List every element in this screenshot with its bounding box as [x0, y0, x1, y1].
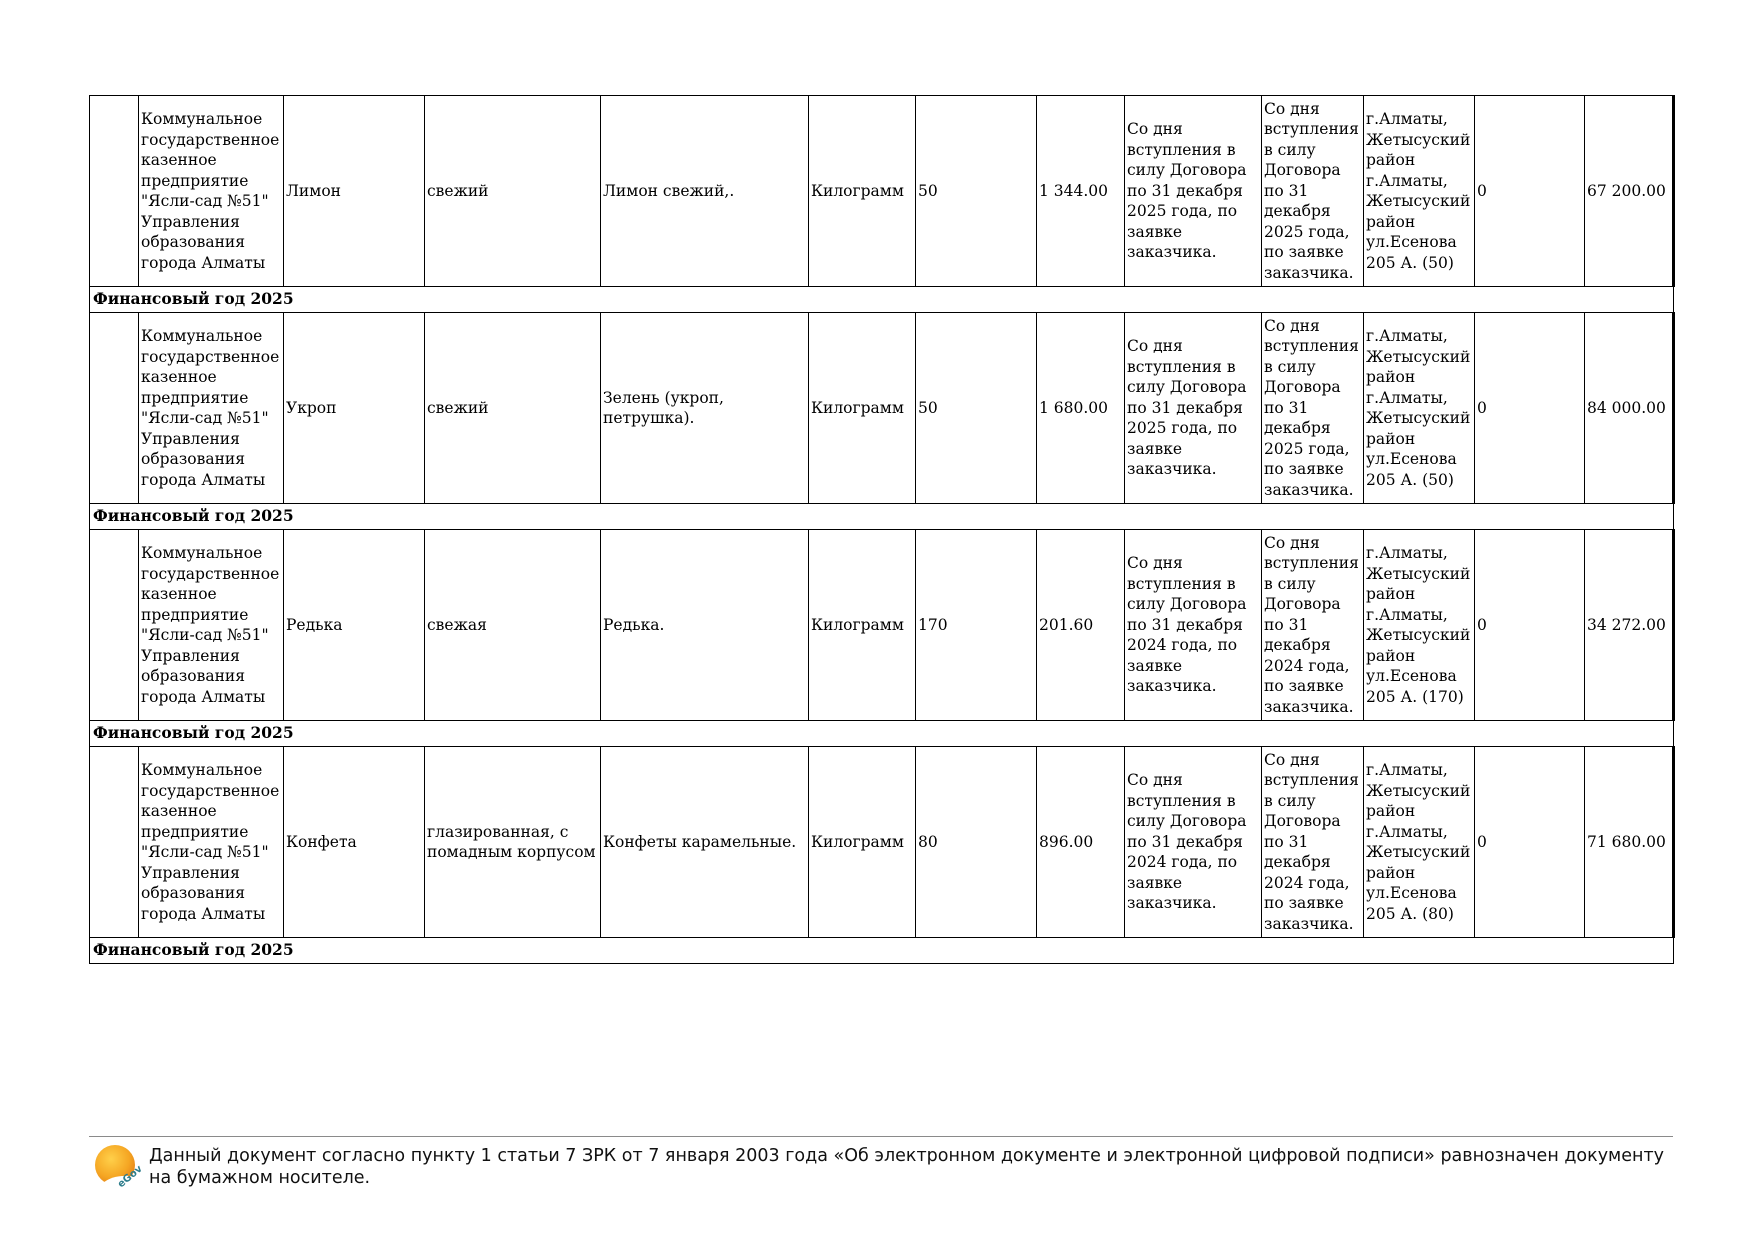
svg-text:eGov: eGov: [115, 1163, 145, 1191]
delivery-term-cell: Со дня вступления в силу Договора по 31 декабря 2025 года, по заявке заказчика.: [1125, 96, 1262, 287]
delivery-period-cell: Со дня вступления в силу Договора по 31 декабря 2025 года, по заявке заказчика.: [1262, 96, 1364, 287]
quantity-cell: 50: [916, 313, 1037, 504]
customer-cell: Коммунальное государственное казенное предприятие "Ясли-сад №51" Управления образования города Алматы: [139, 96, 284, 287]
description-cell: Лимон свежий,.: [601, 96, 809, 287]
egov-sun-logo-icon: [93, 1143, 145, 1191]
delivery-place-cell: г.Алматы, Жетысуский район г.Алматы, Жетысуский район ул.Есенова 205 А. (50): [1364, 313, 1475, 504]
fiscal-year-label: Финансовый год 2025: [90, 287, 1674, 313]
description-cell: Редька.: [601, 530, 809, 721]
delivery-period-cell: Со дня вступления в силу Договора по 31 декабря 2024 года, по заявке заказчика.: [1262, 747, 1364, 938]
unit-cell: Килограмм: [809, 530, 916, 721]
advance-cell: 0: [1475, 530, 1585, 721]
row-number-cell: [90, 313, 139, 504]
price-cell: 896.00: [1037, 747, 1125, 938]
delivery-term-cell: Со дня вступления в силу Договора по 31 декабря 2024 года, по заявке заказчика.: [1125, 747, 1262, 938]
price-cell: 1 680.00: [1037, 313, 1125, 504]
characteristic-cell: свежий: [425, 313, 601, 504]
description-cell: Конфеты карамельные.: [601, 747, 809, 938]
document-footer: [89, 1136, 1673, 1191]
quantity-cell: 170: [916, 530, 1037, 721]
total-cell: 34 272.00: [1585, 530, 1674, 721]
legal-notice-text: Данный документ согласно пункту 1 статьи 7 ЗРК от 7 января 2003 года «Об электронном документе и электронной цифровой подписи» равнозначен документу на бумажном носителе.: [149, 1146, 1665, 1188]
advance-cell: 0: [1475, 313, 1585, 504]
item-name-cell: Конфета: [284, 747, 425, 938]
quantity-cell: 50: [916, 96, 1037, 287]
customer-cell: Коммунальное государственное казенное предприятие "Ясли-сад №51" Управления образования города Алматы: [139, 530, 284, 721]
table-row: [90, 96, 1674, 287]
delivery-place-cell: г.Алматы, Жетысуский район г.Алматы, Жетысуский район ул.Есенова 205 А. (80): [1364, 747, 1475, 938]
table-row: [90, 530, 1674, 721]
description-cell: Зелень (укроп, петрушка).: [601, 313, 809, 504]
unit-cell: Килограмм: [809, 747, 916, 938]
fiscal-year-row: [90, 721, 1674, 747]
delivery-place-cell: г.Алматы, Жетысуский район г.Алматы, Жетысуский район ул.Есенова 205 А. (50): [1364, 96, 1475, 287]
delivery-term-cell: Со дня вступления в силу Договора по 31 декабря 2024 года, по заявке заказчика.: [1125, 530, 1262, 721]
total-cell: 67 200.00: [1585, 96, 1674, 287]
item-name-cell: Редька: [284, 530, 425, 721]
fiscal-year-row: [90, 287, 1674, 313]
item-name-cell: Укроп: [284, 313, 425, 504]
procurement-table: [89, 95, 1675, 964]
table-row: [90, 313, 1674, 504]
quantity-cell: 80: [916, 747, 1037, 938]
characteristic-cell: свежая: [425, 530, 601, 721]
row-number-cell: [90, 747, 139, 938]
unit-cell: Килограмм: [809, 96, 916, 287]
customer-cell: Коммунальное государственное казенное предприятие "Ясли-сад №51" Управления образования города Алматы: [139, 313, 284, 504]
row-number-cell: [90, 96, 139, 287]
total-cell: 84 000.00: [1585, 313, 1674, 504]
row-number-cell: [90, 530, 139, 721]
item-name-cell: Лимон: [284, 96, 425, 287]
customer-cell: Коммунальное государственное казенное предприятие "Ясли-сад №51" Управления образования города Алматы: [139, 747, 284, 938]
fiscal-year-row: [90, 504, 1674, 530]
fiscal-year-label: Финансовый год 2025: [90, 504, 1674, 530]
table-body: [90, 96, 1674, 964]
price-cell: 1 344.00: [1037, 96, 1125, 287]
characteristic-cell: глазированная, с помадным корпусом: [425, 747, 601, 938]
fiscal-year-row: [90, 938, 1674, 964]
delivery-period-cell: Со дня вступления в силу Договора по 31 декабря 2024 года, по заявке заказчика.: [1262, 530, 1364, 721]
advance-cell: 0: [1475, 747, 1585, 938]
delivery-period-cell: Со дня вступления в силу Договора по 31 декабря 2025 года, по заявке заказчика.: [1262, 313, 1364, 504]
unit-cell: Килограмм: [809, 313, 916, 504]
price-cell: 201.60: [1037, 530, 1125, 721]
advance-cell: 0: [1475, 96, 1585, 287]
table-row: [90, 747, 1674, 938]
characteristic-cell: свежий: [425, 96, 601, 287]
delivery-place-cell: г.Алматы, Жетысуский район г.Алматы, Жетысуский район ул.Есенова 205 А. (170): [1364, 530, 1475, 721]
fiscal-year-label: Финансовый год 2025: [90, 938, 1674, 964]
total-cell: 71 680.00: [1585, 747, 1674, 938]
delivery-term-cell: Со дня вступления в силу Договора по 31 декабря 2025 года, по заявке заказчика.: [1125, 313, 1262, 504]
fiscal-year-label: Финансовый год 2025: [90, 721, 1674, 747]
